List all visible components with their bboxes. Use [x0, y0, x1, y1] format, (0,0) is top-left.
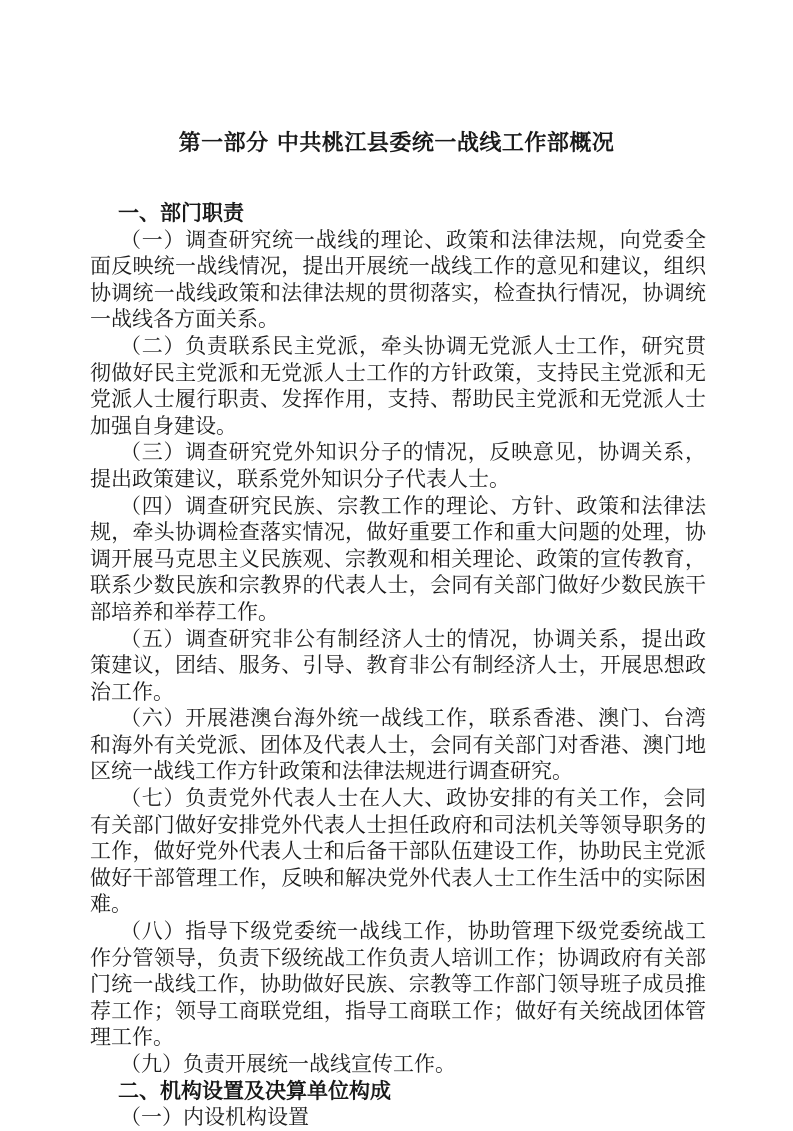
paragraph-line: （一）调查研究统一战线的理论、政策和法律法规，向党委全 [120, 227, 706, 252]
paragraph-line: 做好干部管理工作，反映和解决党外代表人士工作生活中的实际困 [90, 865, 706, 890]
paragraph-line: 调开展马克思主义民族观、宗教观和相关理论、政策的宣传教育， [90, 546, 706, 571]
paragraph-line: 门统一战线工作，协助做好民族、宗教等工作部门领导班子成员推 [90, 972, 706, 997]
paragraph [90, 918, 706, 1051]
document-title: 第一部分 中共桃江县委统一战线工作部概况 [178, 131, 615, 156]
paragraph-line: 作分管领导，负责下级统战工作负责人培训工作；协调政府有关部 [90, 945, 706, 970]
paragraph-line: 难。 [90, 892, 132, 917]
paragraph [90, 493, 706, 626]
paragraph-line: 规，牵头协调检查落实情况，做好重要工作和重大问题的处理，协 [90, 520, 706, 545]
paragraph-line: 荐工作；领导工商联党组，指导工商联工作；做好有关统战团体管 [90, 998, 706, 1023]
paragraph-line: 工作，做好党外代表人士和后备干部队伍建设工作，协助民主党派 [90, 839, 706, 864]
document-body [90, 200, 706, 1131]
paragraph-line: （四）调查研究民族、宗教工作的理论、方针、政策和法律法 [120, 493, 706, 518]
paragraph-line: 治工作。 [90, 679, 174, 704]
paragraph-line: （八）指导下级党委统一战线工作，协助管理下级党委统战工 [120, 919, 706, 944]
paragraph-line: （九）负责开展统一战线宣传工作。 [120, 1052, 456, 1076]
paragraph [90, 785, 706, 918]
paragraph [90, 439, 706, 492]
paragraph-line: 联系少数民族和宗教界的代表人士，会同有关部门做好少数民族干 [90, 573, 706, 598]
paragraph-line: 协调统一战线政策和法律法规的贯彻落实，检查执行情况，协调统 [90, 280, 706, 305]
heading-text: 一、部门职责 [118, 201, 244, 225]
section-heading [90, 200, 706, 227]
paragraph-line: （六）开展港澳台海外统一战线工作，联系香港、澳门、台湾 [120, 706, 706, 731]
paragraph [90, 626, 706, 706]
paragraph-line: 面反映统一战线情况，提出开展统一战线工作的意见和建议，组织 [90, 254, 706, 279]
paragraph-line: 提出政策建议，联系党外知识分子代表人士。 [90, 466, 510, 491]
paragraph [90, 227, 706, 333]
section-heading [90, 1078, 706, 1105]
paragraph-line: 彻做好民主党派和无党派人士工作的方针政策，支持民主党派和无 [90, 360, 706, 385]
paragraph [90, 1051, 706, 1078]
paragraph-line: 有关部门做好安排党外代表人士担任政府和司法机关等领导职务的 [90, 812, 706, 837]
heading-text: 二、机构设置及决算单位构成 [118, 1078, 391, 1103]
paragraph-line: （五）调查研究非公有制经济人士的情况，协调关系，提出政 [120, 626, 706, 651]
paragraph [90, 333, 706, 439]
paragraph-line: （七）负责党外代表人士在人大、政协安排的有关工作，会同 [120, 786, 706, 811]
paragraph-line: （三）调查研究党外知识分子的情况，反映意见，协调关系， [120, 440, 706, 465]
paragraph-line: （一）内设机构设置 [120, 1105, 309, 1130]
paragraph-line: 区统一战线工作方针政策和法律法规进行调查研究。 [90, 759, 573, 784]
paragraph-line: 一战线各方面关系。 [90, 307, 279, 332]
paragraph [90, 705, 706, 785]
paragraph-line: 理工作。 [90, 1025, 174, 1050]
paragraph-line: 党派人士履行职责、发挥作用，支持、帮助民主党派和无党派人士 [90, 387, 706, 412]
paragraph-line: 和海外有关党派、团体及代表人士，会同有关部门对香港、澳门地 [90, 732, 706, 757]
paragraph-line: （二）负责联系民主党派，牵头协调无党派人士工作，研究贯 [120, 333, 706, 358]
paragraph-line: 部培养和举荐工作。 [90, 599, 279, 624]
paragraph-line: 策建议，团结、服务、引导、教育非公有制经济人士，开展思想政 [90, 653, 706, 678]
paragraph-line: 加强自身建设。 [90, 413, 237, 438]
paragraph [90, 1104, 706, 1131]
